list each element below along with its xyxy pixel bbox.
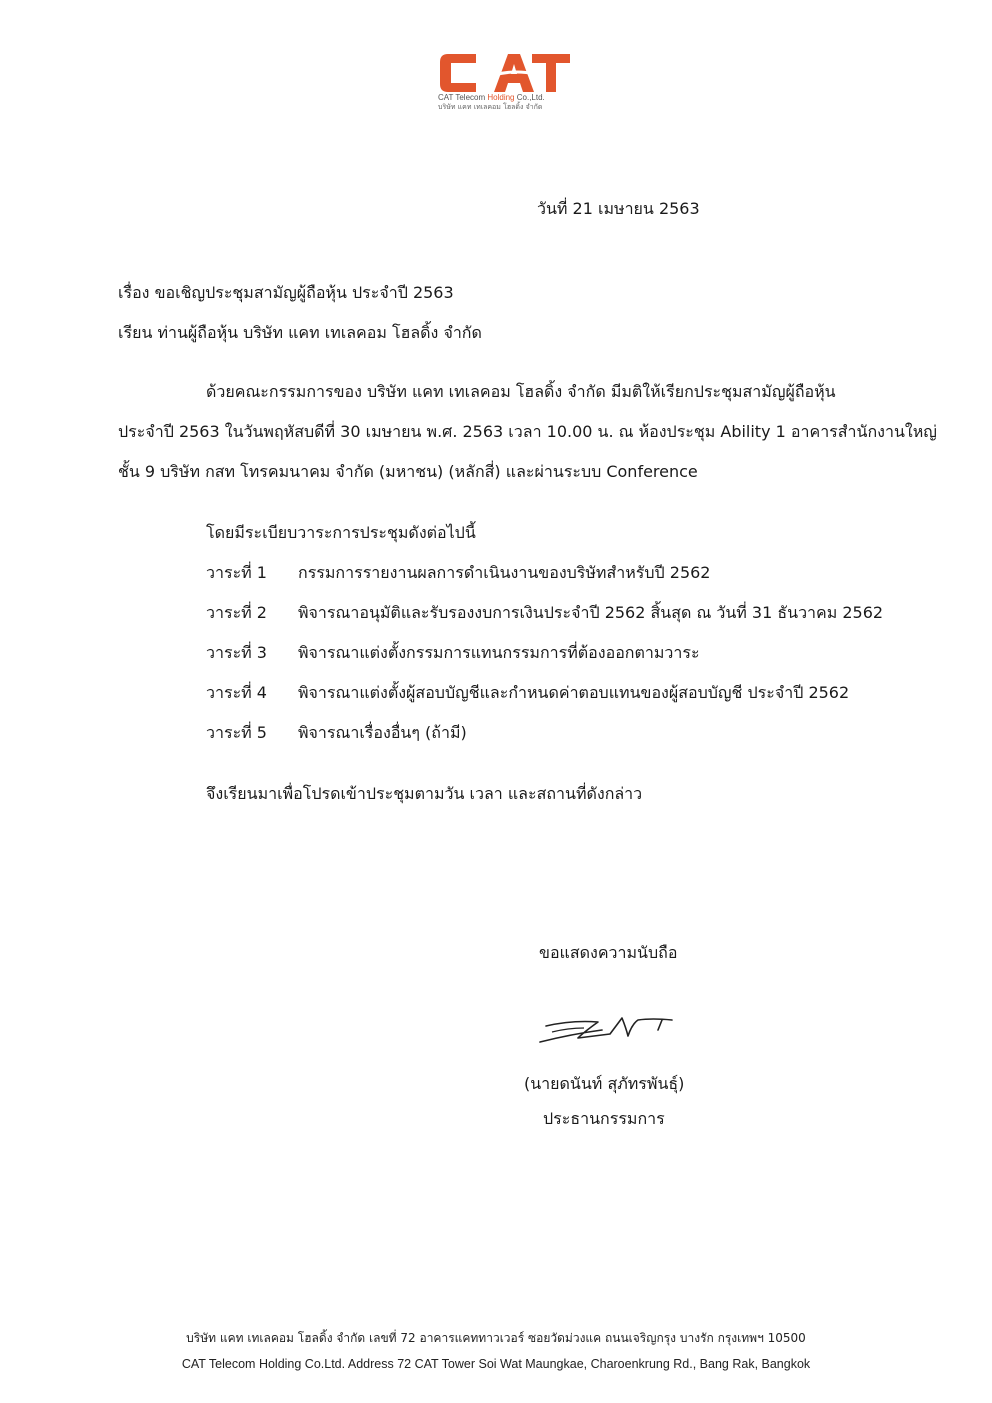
agenda-item-text: พิจารณาแต่งตั้งกรรมการแทนกรรมการที่ต้องออกตามวาระ bbox=[298, 643, 700, 662]
agenda-item-text: พิจารณาเรื่องอื่นๆ (ถ้ามี) bbox=[298, 723, 467, 742]
letter-recipient: เรียน ท่านผู้ถือหุ้น บริษัท แคท เทเลคอม โฮลดิ้ง จำกัด bbox=[118, 323, 482, 342]
regards: ขอแสดงความนับถือ bbox=[539, 943, 678, 962]
agenda-item-text: พิจารณาอนุมัติและรับรองงบการเงินประจำปี 2562 สิ้นสุด ณ วันที่ 31 ธันวาคม 2562 bbox=[298, 603, 884, 622]
agenda-intro: โดยมีระเบียบวาระการประชุมดังต่อไปนี้ bbox=[206, 523, 476, 542]
signer-title: ประธานกรรมการ bbox=[543, 1109, 665, 1128]
signer-name: (นายดนันท์ สุภัทรพันธุ์) bbox=[524, 1074, 685, 1093]
body-line-3: ชั้น 9 บริษัท กสท โทรคมนาคม จำกัด (มหาชน) (หลักสี่) และผ่านระบบ Conference bbox=[118, 462, 698, 481]
agenda-item-number: วาระที่ 2 bbox=[206, 603, 267, 622]
body-line-2: ประจำปี 2563 ในวันพฤหัสบดีที่ 30 เมษายน พ.ศ. 2563 เวลา 10.00 น. ณ ห้องประชุม Ability 1 อาคารสำนักงานใหญ่ bbox=[118, 422, 937, 441]
footer-address-th: บริษัท แคท เทเลคอม โฮลดิ้ง จำกัด เลขที่ 72 อาคารแคททาวเวอร์ ซอยวัดม่วงแค ถนนเจริญกรุง บางรัก กรุงเทพฯ 10500 bbox=[186, 1331, 806, 1345]
agenda-item-number: วาระที่ 1 bbox=[206, 563, 267, 582]
agenda-item-text: พิจารณาแต่งตั้งผู้สอบบัญชีและกำหนดค่าตอบแทนของผู้สอบบัญชี ประจำปี 2562 bbox=[298, 683, 850, 702]
letter-subject: เรื่อง ขอเชิญประชุมสามัญผู้ถือหุ้น ประจำปี 2563 bbox=[118, 283, 454, 302]
cat-logo-icon bbox=[436, 50, 572, 94]
logo-company-en: CAT Telecom Holding Co.,Ltd. bbox=[438, 93, 545, 102]
company-logo bbox=[436, 50, 576, 120]
agenda-item-text: กรรมการรายงานผลการดำเนินงานของบริษัทสำหรับปี 2562 bbox=[298, 563, 711, 582]
signature-icon bbox=[532, 1008, 682, 1048]
letter-date: วันที่ 21 เมษายน 2563 bbox=[537, 199, 700, 218]
footer-address-en: CAT Telecom Holding Co.Ltd. Address 72 CAT Tower Soi Wat Maungkae, Charoenkrung Rd., Bang Rak, Bangkok bbox=[181, 1357, 811, 1371]
logo-company-th: บริษัท แคท เทเลคอม โฮลดิ้ง จำกัด bbox=[438, 103, 543, 111]
body-line-1: ด้วยคณะกรรมการของ บริษัท แคท เทเลคอม โฮลดิ้ง จำกัด มีมติให้เรียกประชุมสามัญผู้ถือหุ้น bbox=[206, 382, 836, 401]
agenda-item-number: วาระที่ 5 bbox=[206, 723, 267, 742]
agenda-item-number: วาระที่ 4 bbox=[206, 683, 267, 702]
agenda-item-number: วาระที่ 3 bbox=[206, 643, 267, 662]
closing-line: จึงเรียนมาเพื่อโปรดเข้าประชุมตามวัน เวลา และสถานที่ดังกล่าว bbox=[206, 784, 643, 803]
